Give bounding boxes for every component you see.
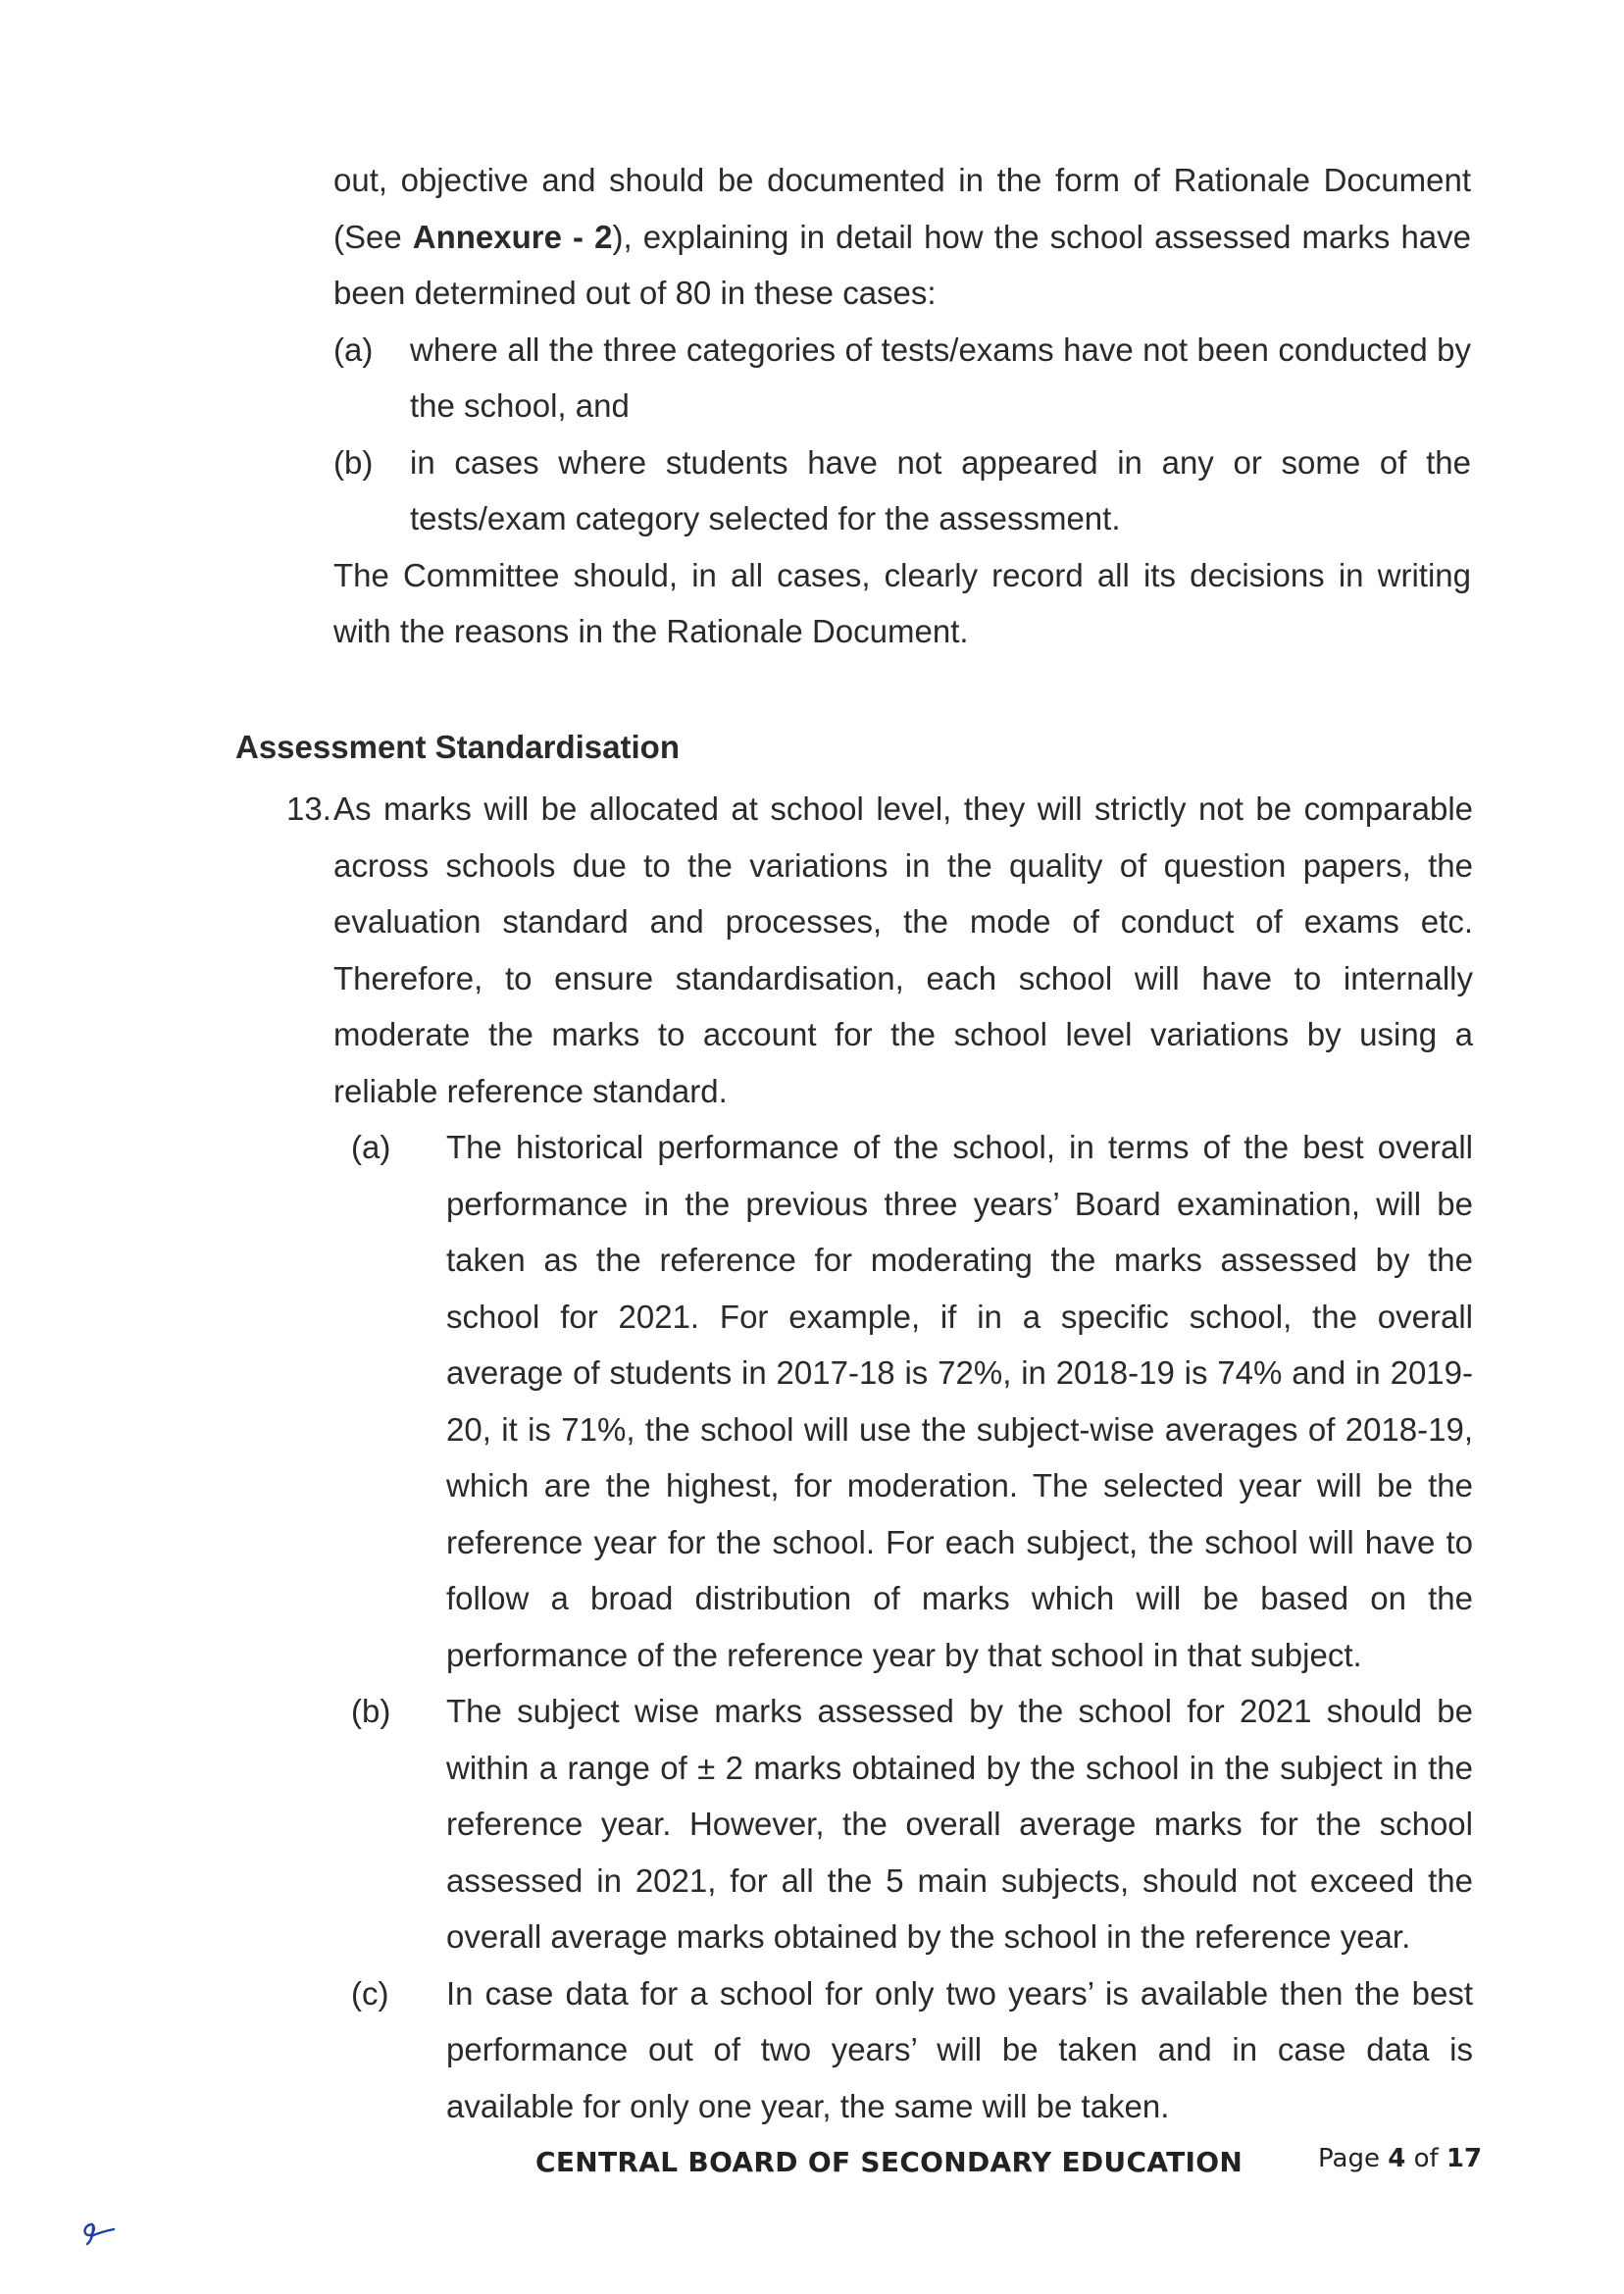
paragraph-text: As marks will be allocated at school level, they will strictly not be comparable across schools due to the variations in the quality of question papers, the evaluation standard and processes, the mode of conduct of exams etc. Therefore, to ensure standardisation, each school will have to internally moderate the marks to account for the school level variations by using a reliable reference standard. — [333, 790, 1473, 1109]
item-marker: (a) — [351, 1129, 391, 1165]
intro-text-end: ), explaining in detail how the school assessed marks have been determined out of 80 in these cases: — [333, 218, 1472, 311]
item-text: where all the three categories of tests/exams have not been conducted by the school, and — [410, 331, 1471, 424]
page-middle: of — [1405, 2144, 1446, 2173]
intro-item-b — [333, 434, 1471, 547]
page-current: 4 — [1388, 2144, 1406, 2173]
subitem-b — [333, 1683, 1473, 1965]
section-13-paragraph — [286, 781, 1473, 1119]
annexure-reference: Annexure - 2 — [412, 218, 613, 255]
section-heading: Assessment Standardisation — [235, 729, 680, 765]
intro-item-a — [333, 322, 1471, 434]
page-prefix: Page — [1318, 2144, 1389, 2173]
section-13 — [286, 781, 1473, 2134]
footer-organization: CENTRAL BOARD OF SECONDARY EDUCATION — [535, 2146, 1243, 2178]
intro-block — [333, 152, 1471, 660]
intro-closing: The Committee should, in all cases, clearly record all its decisions in writing with the reasons in the Rationale Document. — [333, 556, 1471, 649]
intro-paragraph — [333, 152, 1471, 322]
subitem-a — [333, 1119, 1473, 1683]
item-text: in cases where students have not appeared in any or some of the tests/exam category selected for the assessment. — [410, 443, 1471, 536]
page-total: 17 — [1446, 2144, 1483, 2173]
item-text: The subject wise marks assessed by the school for 2021 should be within a range of ± 2 marks obtained by the school in the subject in the reference year. However, the overall average marks for the school assessed in 2021, for all the 5 main subjects, should not exceed the overall average marks obtained by the school in the reference year. — [446, 1693, 1473, 1955]
section-13-subitems — [333, 1119, 1473, 2134]
item-marker: (b) — [333, 443, 374, 481]
item-marker: (b) — [351, 1693, 391, 1729]
footer-page-number — [1318, 2144, 1482, 2173]
subitem-c — [333, 1965, 1473, 2135]
item-text: The historical performance of the school, in terms of the best overall performance in the previous three years’ Board examination, will be taken as the reference for moderating the marks assessed by the school for 2021. For example, if in a specific school, the overall average of students in 2017-18 is 72%, in 2018-19 is 74% and in 2019-20, it is 71%, the school will use the subject-wise averages of 2018-19, which are the highest, for moderation. The selected year will be the reference year for the school. For each subject, the school will have to follow a broad distribution of marks which will be based on the performance of the reference year by that school in that subject. — [446, 1129, 1473, 1673]
item-text: In case data for a school for only two years’ is available then the best performance out of two years’ will be taken and in case data is available for only one year, the same will be taken. — [446, 1974, 1473, 2124]
intro-text-start: out, objective and should be documented in the form of Rationale Document (See — [333, 162, 1471, 255]
item-marker: (a) — [333, 331, 374, 368]
handwritten-initial-icon — [78, 2218, 118, 2248]
paragraph-number: 13. — [286, 790, 331, 827]
item-marker: (c) — [351, 1974, 389, 2012]
